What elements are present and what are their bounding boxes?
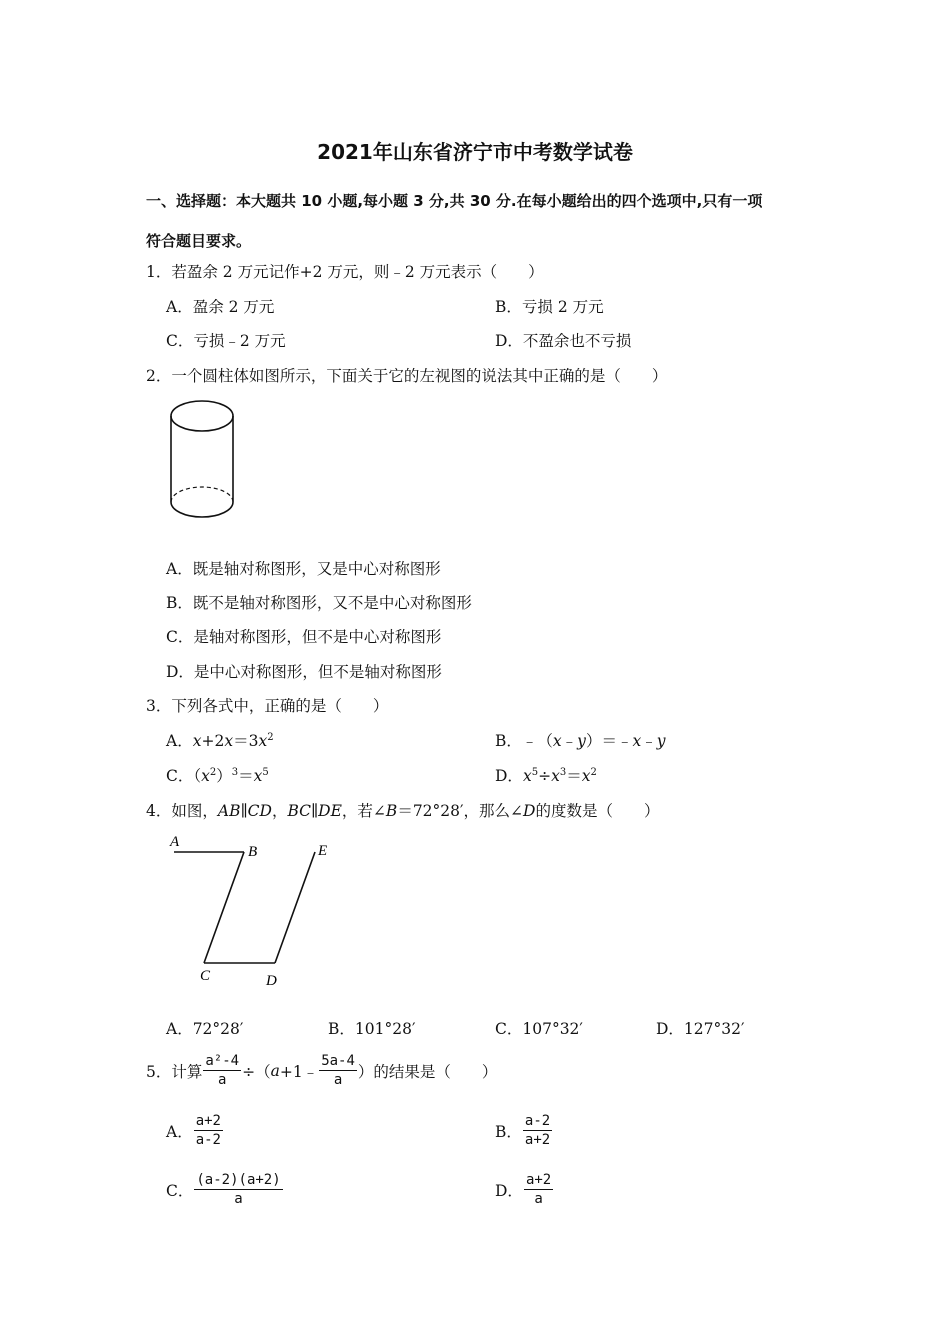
q4-option-d[interactable]: D．127°32′ [656,1020,745,1038]
q2-option-d[interactable]: D．是中心对称图形，但不是轴对称图形 [166,663,442,681]
q5-option-b[interactable]: B． $\frac{a-2}{a+2}$ [495,1113,551,1148]
segment-de [275,852,315,963]
q3-option-a[interactable]: A．$x+2x=3x^2$ [166,732,274,750]
page-title: 2021年山东省济宁市中考数学试卷 [317,140,633,164]
cylinder-bottom-hidden [171,487,233,502]
q4-option-c[interactable]: C．107°32′ [495,1020,583,1038]
cylinder-bottom-front [171,502,233,517]
q2-option-b[interactable]: B．既不是轴对称图形，又不是中心对称图形 [166,594,472,612]
cylinder-top [171,401,233,431]
q2-option-c[interactable]: C．是轴对称图形，但不是中心对称图形 [166,628,442,646]
cylinder-figure [160,394,250,524]
fraction-2: $\frac{5a-4}{a}$ [321,1053,355,1088]
q4-option-a[interactable]: A．72°28′ [166,1020,244,1038]
q5-option-c[interactable]: C． $\frac{(a-2)(a+2)}{a}$ [166,1172,281,1207]
q1-option-d[interactable]: D．不盈余也不亏损 [495,332,632,350]
q3-option-c[interactable]: C．$(x^2)^3=x^5$ [166,767,269,785]
label-a: A [170,834,180,850]
q3-option-d[interactable]: D．$x^5\div x^3=x^2$ [495,767,597,785]
q1-option-a[interactable]: A．盈余 2 万元 [166,298,275,316]
section-heading: 一、选择题：本大题共 10 小题,每小题 3 分,共 30 分.在每小题给出的四个选项中,只有一项 [146,192,763,210]
question-4-stem: 4．如图，AB∥CD，BC∥DE，若∠B＝72°28′，那么∠D的度数是（ ） [146,802,660,820]
label-b: B [248,844,258,860]
q5-option-d[interactable]: D． $\frac{a+2}{a}$ [495,1172,552,1207]
q1-option-b[interactable]: B．亏损 2 万元 [495,298,604,316]
question-3-stem: 3．下列各式中，正确的是（ ） [146,697,389,715]
q2-option-a[interactable]: A．既是轴对称图形，又是中心对称图形 [166,560,441,578]
q5-option-a[interactable]: A． $\frac{a+2}{a-2}$ [166,1113,221,1148]
q1-option-c[interactable]: C．亏损﹣2 万元 [166,332,286,350]
label-e: E [318,843,328,859]
segment-bc [204,852,244,963]
label-c: C [200,968,211,984]
q4-option-b[interactable]: B．101°28′ [328,1020,416,1038]
fraction-1: $\frac{\text{a²-4}}{a}$ [205,1053,240,1088]
section-heading-cont: 符合题目要求。 [146,232,252,250]
question-1-stem: 1．若盈余 2 万元记作+2 万元，则﹣2 万元表示（ ） [146,263,544,281]
q3-option-b[interactable]: B．﹣（x﹣y）＝﹣x﹣y [495,732,666,750]
question-5-stem: 5．计算 $\frac{\text{a²-4}}{a}$ ÷（ a +1﹣ $\frac{5a-4}{a}$ ）的结果是（ ） [146,1053,498,1088]
label-d: D [266,973,277,989]
parallel-lines-figure [160,830,350,995]
question-2-stem: 2．一个圆柱体如图所示，下面关于它的左视图的说法其中正确的是（ ） [146,367,668,385]
